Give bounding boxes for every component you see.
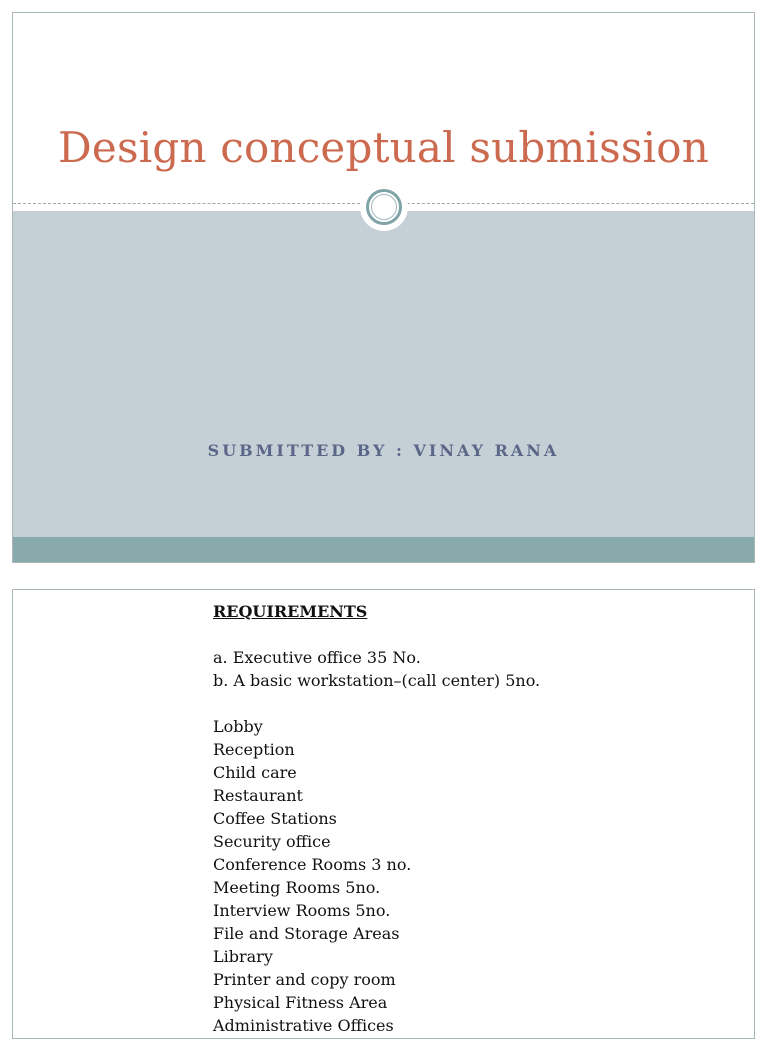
space-item: Lobby xyxy=(213,717,263,736)
space-item: Physical Fitness Area xyxy=(213,993,388,1012)
space-item: Administrative Offices xyxy=(213,1016,394,1035)
requirements-slide xyxy=(12,589,755,1039)
space-item: Interview Rooms 5no. xyxy=(213,901,391,920)
space-item: Restaurant xyxy=(213,786,303,805)
space-item: Library xyxy=(213,947,273,966)
spaces-list xyxy=(213,715,733,1037)
subtitle-panel xyxy=(13,211,754,537)
requirement-item: b. A basic workstation–(call center) 5no. xyxy=(213,671,541,690)
space-item: Conference Rooms 3 no. xyxy=(213,855,412,874)
requirements-heading: REQUIREMENTS xyxy=(213,602,368,621)
space-item: Child care xyxy=(213,763,297,782)
space-item: Security office xyxy=(213,832,331,851)
space-item: Meeting Rooms 5no. xyxy=(213,878,381,897)
slide-title: Design conceptual submission xyxy=(58,123,709,172)
requirements-content xyxy=(213,600,733,1037)
slide-subtitle: SUBMITTED BY : VINAY RANA xyxy=(207,441,560,460)
bottom-band xyxy=(13,537,754,563)
space-item: Printer and copy room xyxy=(213,970,396,989)
title-area xyxy=(13,13,754,203)
space-item: File and Storage Areas xyxy=(213,924,400,943)
circle-inner-ring xyxy=(371,194,397,220)
space-item: Coffee Stations xyxy=(213,809,337,828)
requirement-item: a. Executive office 35 No. xyxy=(213,648,421,667)
space-item: Reception xyxy=(213,740,295,759)
title-slide xyxy=(12,12,755,563)
requirements-list xyxy=(213,646,733,692)
